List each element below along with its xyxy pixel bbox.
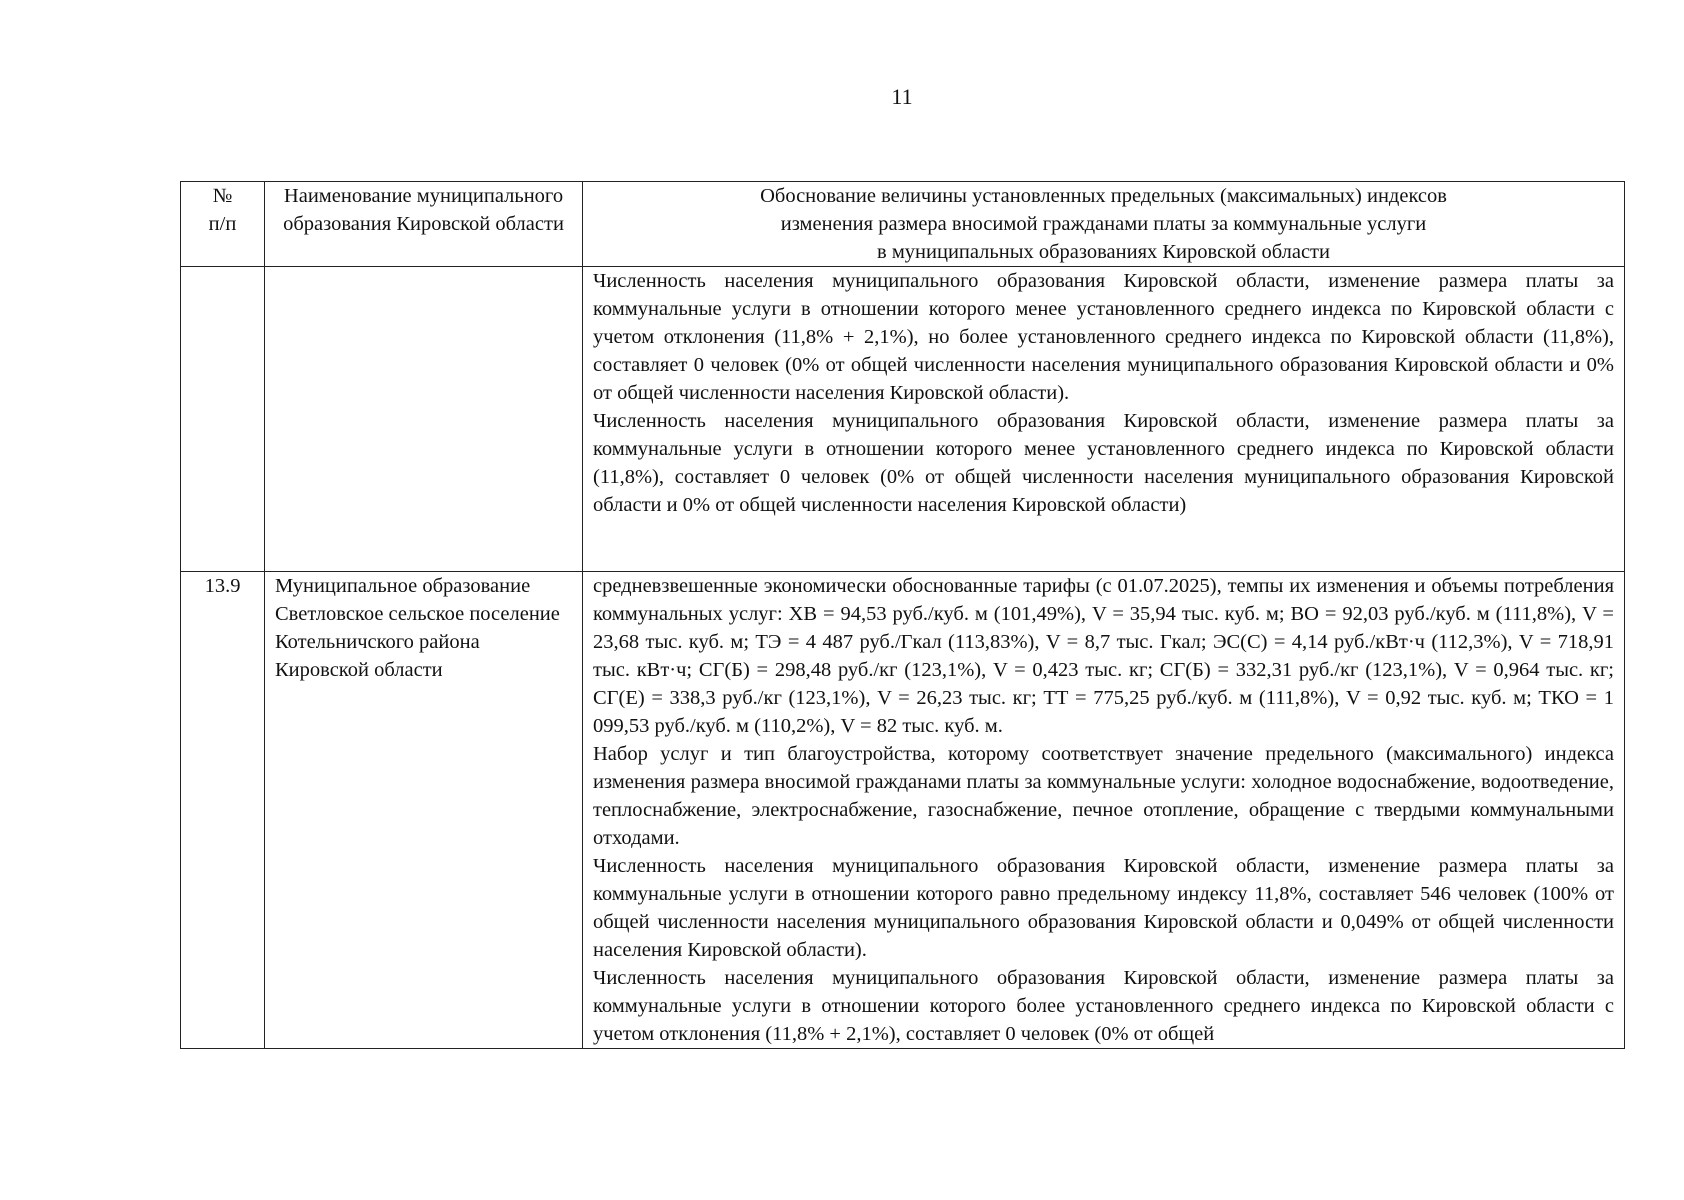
justification-paragraph: средневзвешенные экономически обоснованные тарифы (с 01.07.2025), темпы их изменения и объемы потребления коммунальных услуг: ХВ = 94,53 руб./куб. м (101,49%), V = 35,94 тыс. куб. м; ВО = 92,03 руб./куб. м (111,8%), V = 23,68 тыс. куб. м; ТЭ = 4 487 руб./Гкал (113,83%), V = 8,7 тыс. Гкал; ЭС(С) = 4,14 руб./кВт·ч (112,3%), V = 718,91 тыс. кВт·ч; СГ(Б) = 298,48 руб./кг (123,1%), V = 0,423 тыс. кг; СГ(Б) = 332,31 руб./кг (123,1%), V = 0,964 тыс. кг; СГ(Е) = 338,3 руб./кг (123,1%), V = 26,23 тыс. кг; ТТ = 775,25 руб./куб. м (111,8%), V = 0,92 тыс. куб. м; ТКО = 1 099,53 руб./куб. м (110,2%), V = 82 тыс. куб. м. — [593, 575, 1614, 737]
justification-paragraph: Численность населения муниципального образования Кировской области, изменение размера платы за коммунальные услуги в отношении которого более установленного среднего индекса по Кировской области с учетом отклонения (11,8% + 2,1%), составляет 0 человек (0% от общей — [593, 967, 1614, 1045]
row-number-cell — [181, 267, 265, 572]
header-number-abbrev: п/п — [208, 213, 237, 235]
header-justification-line-2: изменения размера вносимой гражданами платы за коммунальные услуги — [780, 213, 1427, 235]
justification-table — [180, 181, 1625, 1049]
table-row — [181, 572, 1625, 1049]
header-justification-line-3: в муниципальных образованиях Кировской области — [877, 241, 1330, 263]
row-number-cell: 13.9 — [181, 572, 265, 1049]
page-number: 11 — [891, 84, 913, 109]
header-justification — [583, 182, 1625, 267]
justification-content — [593, 572, 1614, 1048]
row-name-cell: Муниципальное образование Светловское сельское поселение Котельничского района Кировской области — [265, 572, 583, 1049]
header-municipality-name: Наименование муниципального образования Кировской области — [265, 182, 583, 267]
justification-paragraph: Численность населения муниципального образования Кировской области, изменение размера платы за коммунальные услуги в отношении которого менее установленного среднего индекса по Кировской области с учетом отклонения (11,8% + 2,1%), но более установленного среднего индекса по Кировской области (11,8%), составляет 0 человек (0% от общей численности населения муниципального образования Кировской области и 0% от общей численности населения Кировской области). — [593, 270, 1614, 404]
justification-paragraph: Численность населения муниципального образования Кировской области, изменение размера платы за коммунальные услуги в отношении которого менее установленного среднего индекса по Кировской области (11,8%), составляет 0 человек (0% от общей численности населения муниципального образования Кировской области и 0% от общей численности населения Кировской области) — [593, 410, 1614, 516]
header-number — [181, 182, 265, 267]
header-number-symbol: № — [212, 185, 233, 207]
row-justification-cell — [583, 267, 1625, 572]
header-justification-line-1: Обоснование величины установленных предельных (максимальных) индексов — [760, 185, 1447, 207]
justification-paragraph: Набор услуг и тип благоустройства, которому соответствует значение предельного (максимального) индекса изменения размера вносимой гражданами платы за коммунальные услуги: холодное водоснабжение, водоотведение, теплоснабжение, электроснабжение, газоснабжение, печное отопление, обращение с твердыми коммунальными отходами. — [593, 743, 1614, 849]
table-row — [181, 267, 1625, 572]
justification-paragraph: Численность населения муниципального образования Кировской области, изменение размера платы за коммунальные услуги в отношении которого равно предельному индексу 11,8%, составляет 546 человек (100% от общей численности населения муниципального образования Кировской области и 0,049% от общей численности населения Кировской области). — [593, 855, 1614, 961]
row-name-cell — [265, 267, 583, 572]
table-header-row — [181, 182, 1625, 267]
row-justification-cell — [583, 572, 1625, 1049]
